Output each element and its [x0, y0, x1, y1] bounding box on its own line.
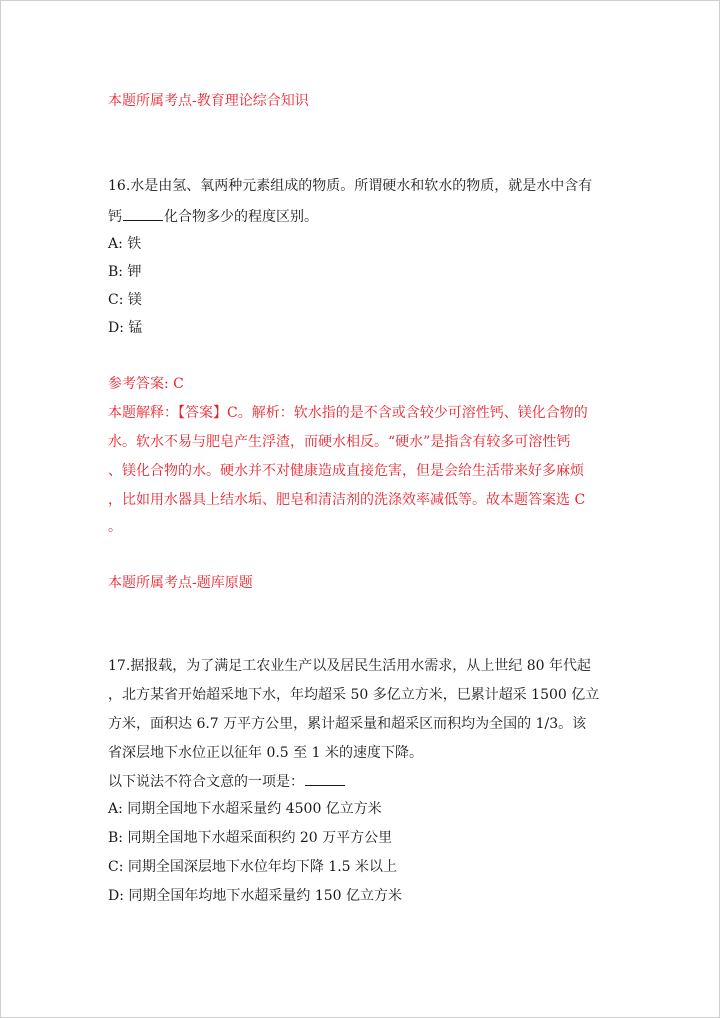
q16-explanation-line-4: ，比如用水器具上结水垢、肥皂和清洁剂的洗涤效率减低等。故本题答案选 C: [108, 492, 586, 508]
q16-explanation-line-2: 水。软水不易与肥皂产生浮渣，而硬水相反。“硬水”是指含有较多可溶性钙: [108, 434, 571, 450]
q16-stem-after-blank: 化合物多少的程度区别。: [164, 209, 318, 225]
topic-label-2: 本题所属考点-题库原题: [108, 575, 253, 591]
q17-prompt-line: [108, 771, 346, 791]
q17-option-a: A: 同期全国地下水超采量约 4500 亿立方米: [108, 801, 382, 817]
q17-stem-line-3: 方米，面积达 6.7 万平方公里，累计超采量和超采区而积均为全国的 1/3。该: [108, 716, 587, 732]
q16-option-b: B: 钾: [108, 264, 142, 280]
q16-blank: [123, 206, 163, 221]
q17-stem-line-2: ，北方某省开始超采地下水，年均超采 50 多亿立方米，巳累计超采 1500 亿立: [108, 687, 600, 703]
q17-stem-line-4: 省深层地下水位正以征年 0.5 至 1 米的速度下降。: [108, 745, 423, 761]
q17-option-b: B: 同期全国地下水超采面积约 20 万平方公里: [108, 830, 393, 846]
q16-option-d: D: 锰: [108, 320, 143, 336]
q16-option-c: C: 镁: [108, 292, 142, 308]
q16-stem-before-blank: 钙: [108, 209, 122, 225]
q16-explanation-line-1: 本题解释：【答案】C。解析：软水指的是不含或含较少可溶性钙、镁化合物的: [108, 405, 588, 421]
q16-stem-line-1: 16.水是由氢、氧两种元素组成的物质。所谓硬水和软水的物质，就是水中含有: [108, 178, 593, 194]
q17-option-c: C: 同期全国深层地下水位年均下降 1.5 米以上: [108, 859, 398, 875]
topic-label-1: 本题所属考点-教育理论综合知识: [108, 93, 309, 109]
q17-prompt: 以下说法不符合文意的一项是：: [108, 774, 304, 790]
q16-stem-line-2: [108, 206, 318, 226]
q17-blank: [305, 771, 345, 786]
q17-option-d: D: 同期全国年均地下水超采量约 150 亿立方米: [108, 888, 403, 904]
q16-explanation-line-5: 。: [108, 519, 122, 535]
q17-stem-line-1: 17.据报载，为了满足工农业生产以及居民生活用水需求，从上世纪 80 年代起: [108, 658, 591, 674]
q16-answer: 参考答案: C: [108, 376, 184, 392]
q16-option-a: A: 铁: [108, 236, 142, 252]
q16-explanation-line-3: 、镁化合物的水。硬水并不对健康造成直接危害，但是会给生活带来好多麻烦: [108, 463, 584, 479]
